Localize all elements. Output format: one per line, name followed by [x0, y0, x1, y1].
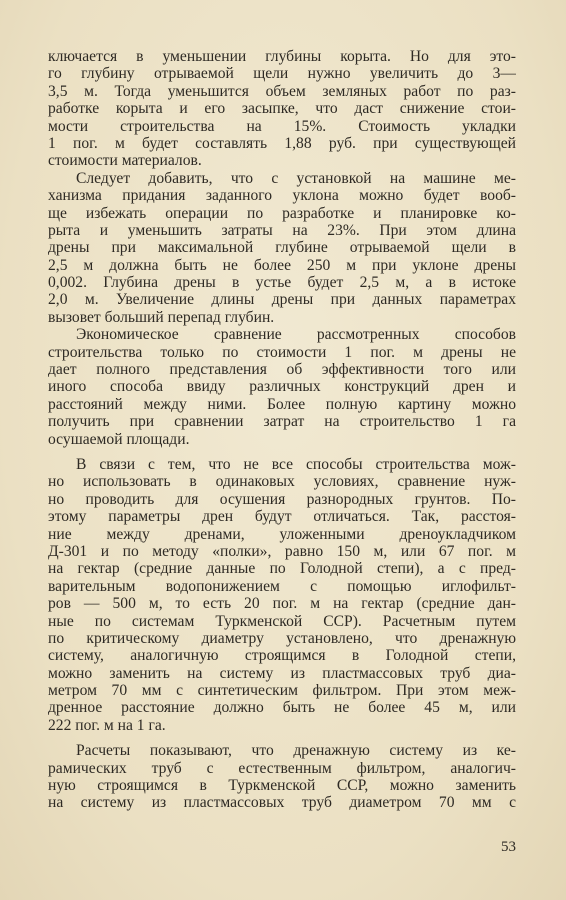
text-line: осушаемой площади. [48, 430, 190, 448]
paragraph [48, 326, 516, 448]
text-line: ров — 500 м, то есть 20 пог. м на гектар (средние дан- [48, 595, 516, 613]
text-line: 1 пог. м будет составлять 1,88 руб. при существующей [48, 134, 516, 152]
paragraph [48, 456, 516, 734]
text-line: вызовет больший перепад глубин. [48, 308, 275, 326]
text-line: ную строящимся в Туркменской ССР, можно заменить [48, 777, 516, 795]
paragraph [48, 48, 516, 170]
text-line: этому параметры дрен будут отличаться. Так, расстоя- [48, 508, 516, 526]
text-line: ханизма придания заданного уклона можно будет вооб- [48, 187, 516, 205]
text-line: рыта и уменьшить затраты на 23%. При этом длина [48, 221, 516, 239]
text-line: В связи с тем, что не все способы строительства мож- [76, 455, 516, 473]
text-line: Экономическое сравнение рассмотренных способов [76, 326, 516, 344]
text-line: 2,0 м. Увеличение длины дрены при данных параметрах [48, 291, 516, 309]
text-line: метром 70 мм с синтетическим фильтром. При этом меж- [48, 682, 516, 700]
text-line: 0,002. Глубина дрены в устье будет 2,5 м, а в истоке [48, 274, 516, 292]
text-line: дает полного представления об эффективности того или [48, 361, 516, 379]
text-line: ные по системам Туркменской ССР). Расчетным путем [48, 612, 516, 630]
text-line: но проводить для осушения разнородных грунтов. По- [48, 490, 516, 508]
text-line: работке корыта и его засыпке, что даст снижение стои- [48, 100, 516, 118]
text-line: расстояний между ними. Более полную картину можно [48, 395, 516, 413]
text-line: иного способа ввиду различных конструкций дрен и [48, 378, 516, 396]
text-line: на гектар (средние данные по Голодной степи), а с пред- [48, 560, 516, 578]
text-line: строительства только по стоимости 1 пог. м дрены не [48, 343, 516, 361]
text-line: го глубину отрываемой щели нужно увеличить до 3— [48, 65, 516, 83]
text-line: ще избежать операции по разработке и планировке ко- [48, 204, 516, 222]
text-line: рамических труб с естественным фильтром, аналогич- [48, 759, 516, 777]
text-line: получить при сравнении затрат на строительство 1 га [48, 413, 516, 431]
text-line: по критическому диаметру установлено, что дренажную [48, 629, 516, 647]
text-line: дренное расстояние должно быть не более 45 м, или [48, 699, 516, 717]
paragraph-gap [48, 734, 516, 742]
text-line: Следует добавить, что с установкой на машине ме- [76, 169, 516, 187]
text-line: мости строительства на 15%. Стоимость укладки [48, 117, 516, 135]
text-line: 2,5 м должна быть не более 250 м при уклоне дрены [48, 256, 516, 274]
paragraph-gap [48, 448, 516, 456]
text-line: но использовать в одинаковых условиях, сравнение нуж- [48, 473, 516, 491]
text-line: 3,5 м. Тогда уменьшится объем земляных работ по раз- [48, 82, 516, 100]
text-line: ние между дренами, уложенными дреноукладчиком [48, 525, 516, 543]
text-line: ключается в уменьшении глубины корыта. Но для это- [48, 48, 516, 65]
text-line: варительным водопонижением с помощью иглофильт- [48, 577, 516, 595]
text-line: стоимости материалов. [48, 152, 202, 170]
text-line: систему, аналогичную строящимся в Голодной степи, [48, 647, 516, 665]
text-line: Расчеты показывают, что дренажную систему из ке- [76, 742, 516, 760]
body-text [48, 48, 516, 812]
paragraph [48, 742, 516, 812]
text-line: Д-301 и по методу «полки», равно 150 м, или 67 пог. м [48, 542, 516, 560]
page-number: 53 [501, 839, 516, 855]
text-line: можно заменить на систему из пластмассовых труб диа- [48, 664, 516, 682]
paragraph [48, 170, 516, 327]
text-line: дрены при максимальной глубине отрываемой щели в [48, 239, 516, 257]
text-line: на систему из пластмассовых труб диаметром 70 мм с [48, 794, 516, 812]
text-line: 222 пог. м на 1 га. [48, 716, 166, 734]
